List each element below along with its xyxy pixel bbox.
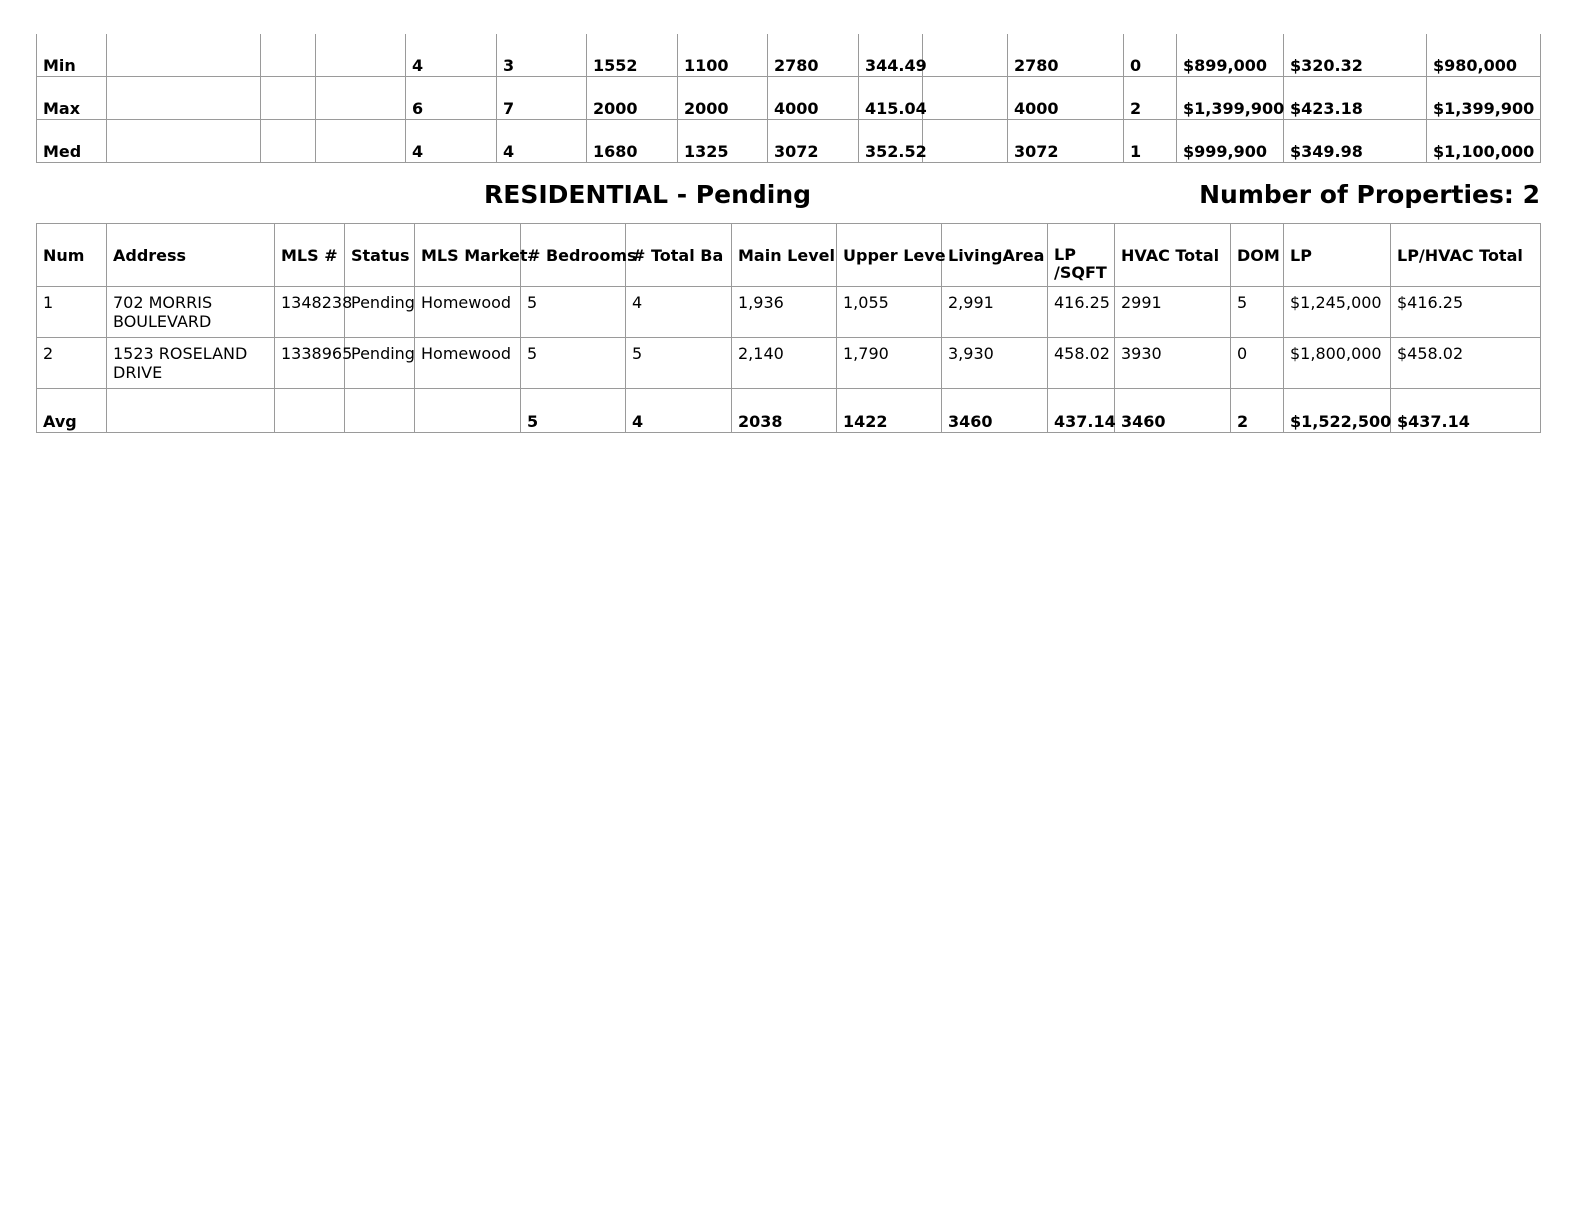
- lp-sqft-cell: 458.02: [1048, 338, 1115, 389]
- lp-sqft-cell: 352.52: [859, 120, 923, 163]
- lp-cell: $1,399,900: [1177, 77, 1284, 120]
- header-dom: DOM: [1231, 224, 1284, 287]
- upper-level-cell: 1,055: [837, 287, 942, 338]
- hvac-total-cell: 2991: [1115, 287, 1231, 338]
- average-row: [37, 389, 1541, 433]
- header-upper-level: Upper Leve: [837, 224, 942, 287]
- table-row: [37, 338, 1541, 389]
- sale-price-cell: $1,399,900: [1427, 77, 1541, 120]
- dom-cell: 2: [1231, 389, 1284, 433]
- market-cell: Homewood: [415, 287, 521, 338]
- header-lp-sqft: LP /SQFT: [1054, 245, 1107, 282]
- upper-level-cell: 1325: [678, 120, 768, 163]
- baths-cell: 4: [626, 287, 732, 338]
- baths-cell: 5: [626, 338, 732, 389]
- lp-cell: $899,000: [1177, 34, 1284, 77]
- lp-cell: $999,900: [1177, 120, 1284, 163]
- lp-cell: $1,245,000: [1284, 287, 1391, 338]
- living-area-cell: 3072: [768, 120, 859, 163]
- bedrooms-cell: 4: [406, 34, 497, 77]
- baths-cell: 7: [497, 77, 587, 120]
- lp-hvac-cell: $458.02: [1391, 338, 1541, 389]
- main-level-cell: 1,936: [732, 287, 837, 338]
- lp-hvac-cell: $437.14: [1391, 389, 1541, 433]
- living-area-cell: 3,930: [942, 338, 1048, 389]
- main-level-cell: 2038: [732, 389, 837, 433]
- address-cell: 702 MORRIS BOULEVARD: [107, 287, 275, 338]
- hvac-total-cell: 2780: [1008, 34, 1124, 77]
- header-mls: MLS #: [275, 224, 345, 287]
- pending-listings-table: [36, 223, 1541, 433]
- upper-level-cell: 1100: [678, 34, 768, 77]
- main-level-cell: 1552: [587, 34, 678, 77]
- header-hvac-total: HVAC Total: [1115, 224, 1231, 287]
- lp-cell: $1,800,000: [1284, 338, 1391, 389]
- address-cell: 1523 ROSELAND DRIVE: [107, 338, 275, 389]
- lp-hvac-cell: $320.32: [1284, 34, 1427, 77]
- baths-cell: 4: [497, 120, 587, 163]
- header-num: Num: [37, 224, 107, 287]
- header-lp-hvac-total: LP/HVAC Total: [1391, 224, 1541, 287]
- summary-row-med: [37, 120, 1541, 163]
- dom-cell: 1: [1124, 120, 1177, 163]
- bedrooms-cell: 4: [406, 120, 497, 163]
- lp-hvac-cell: $423.18: [1284, 77, 1427, 120]
- hvac-total-cell: 3930: [1115, 338, 1231, 389]
- header-address: Address: [107, 224, 275, 287]
- bedrooms-cell: 5: [521, 287, 626, 338]
- hvac-total-cell: 3460: [1115, 389, 1231, 433]
- lp-hvac-cell: $349.98: [1284, 120, 1427, 163]
- bedrooms-cell: 6: [406, 77, 497, 120]
- table-row: [37, 287, 1541, 338]
- header-status: Status: [345, 224, 415, 287]
- hvac-total-cell: 3072: [1008, 120, 1124, 163]
- dom-cell: 2: [1124, 77, 1177, 120]
- lp-sqft-cell: 415.04: [859, 77, 923, 120]
- dom-cell: 0: [1231, 338, 1284, 389]
- living-area-cell: 4000: [768, 77, 859, 120]
- main-level-cell: 2000: [587, 77, 678, 120]
- dom-cell: 0: [1124, 34, 1177, 77]
- bedrooms-cell: 5: [521, 389, 626, 433]
- status-cell: Pending: [345, 287, 415, 338]
- summary-stats-table: [36, 34, 1541, 163]
- baths-cell: 4: [626, 389, 732, 433]
- lp-cell: $1,522,500: [1284, 389, 1391, 433]
- upper-level-cell: 1,790: [837, 338, 942, 389]
- main-level-cell: 2,140: [732, 338, 837, 389]
- main-level-cell: 1680: [587, 120, 678, 163]
- properties-count: Number of Properties: 2: [1199, 180, 1540, 209]
- header-lp: LP: [1284, 224, 1391, 287]
- header-bedrooms: # Bedrooms: [521, 224, 626, 287]
- header-total-baths: # Total Ba: [626, 224, 732, 287]
- header-market: MLS Market: [415, 224, 521, 287]
- market-cell: Homewood: [415, 338, 521, 389]
- header-row: [37, 224, 1541, 287]
- living-area-cell: 2,991: [942, 287, 1048, 338]
- summary-row-max: [37, 77, 1541, 120]
- bedrooms-cell: 5: [521, 338, 626, 389]
- upper-level-cell: 2000: [678, 77, 768, 120]
- living-area-cell: 2780: [768, 34, 859, 77]
- mls-cell: 1348238: [275, 287, 345, 338]
- hvac-total-cell: 4000: [1008, 77, 1124, 120]
- row-label: Avg: [37, 389, 107, 433]
- section-title: RESIDENTIAL - Pending: [484, 180, 812, 209]
- num-cell: 2: [37, 338, 107, 389]
- header-living-area: LivingArea: [942, 224, 1048, 287]
- upper-level-cell: 1422: [837, 389, 942, 433]
- living-area-cell: 3460: [942, 389, 1048, 433]
- summary-row-min: [37, 34, 1541, 77]
- row-label: Max: [37, 77, 107, 120]
- lp-sqft-cell: 416.25: [1048, 287, 1115, 338]
- lp-sqft-cell: 437.14: [1048, 389, 1115, 433]
- num-cell: 1: [37, 287, 107, 338]
- sale-price-cell: $1,100,000: [1427, 120, 1541, 163]
- mls-cell: 1338965: [275, 338, 345, 389]
- dom-cell: 5: [1231, 287, 1284, 338]
- baths-cell: 3: [497, 34, 587, 77]
- row-label: Min: [37, 34, 107, 77]
- status-cell: Pending: [345, 338, 415, 389]
- lp-hvac-cell: $416.25: [1391, 287, 1541, 338]
- sale-price-cell: $980,000: [1427, 34, 1541, 77]
- row-label: Med: [37, 120, 107, 163]
- header-main-level: Main Level: [732, 224, 837, 287]
- lp-sqft-cell: 344.49: [859, 34, 923, 77]
